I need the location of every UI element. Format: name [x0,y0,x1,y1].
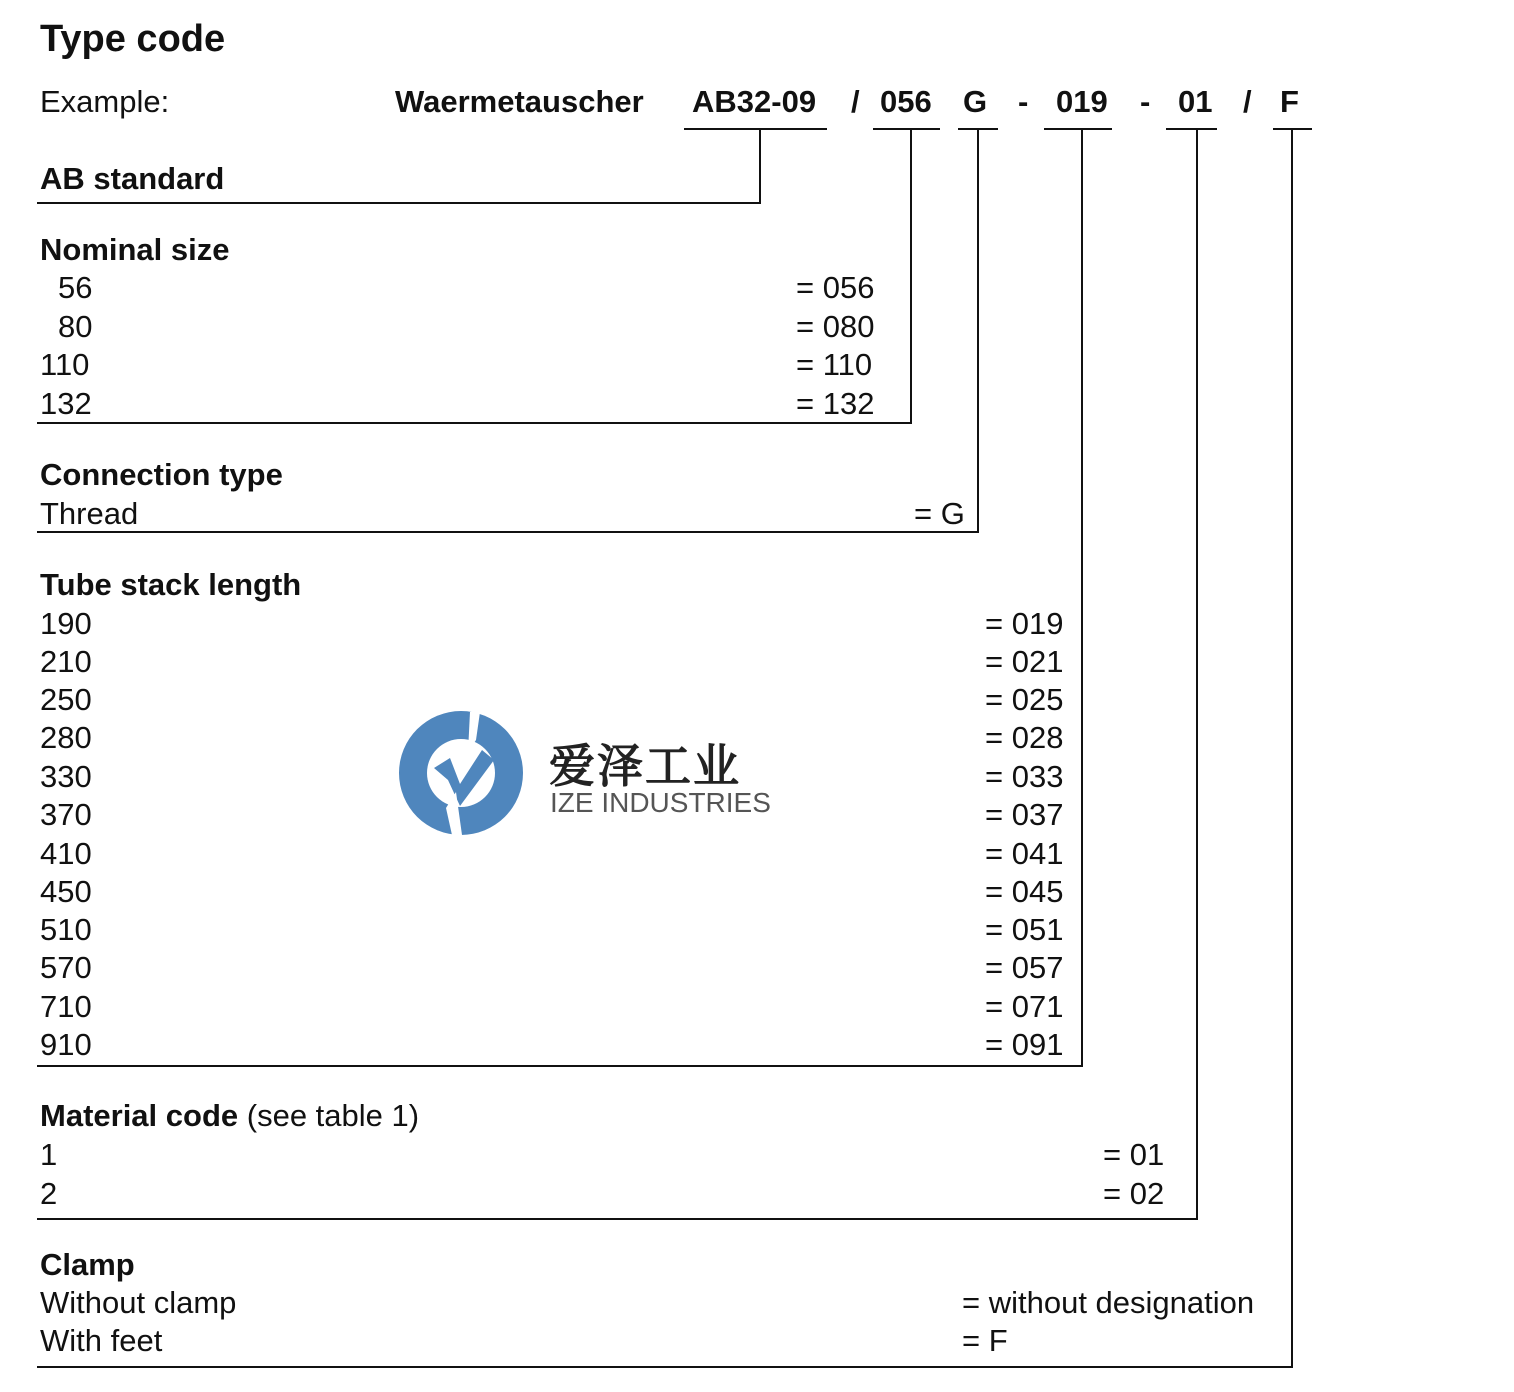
clamp-code: = F [962,1323,1008,1358]
tube-length-label: 450 [40,874,92,909]
tube-length-code: = 019 [985,606,1064,641]
clamp-label: Without clamp [40,1285,237,1320]
underline-material [1166,128,1217,130]
clamp-code: = without designation [962,1285,1255,1320]
tube-length-code: = 051 [985,912,1064,947]
material-heading-note: (see table 1) [246,1098,420,1133]
tube-length-label: 410 [40,836,92,871]
example-product: Waermetauscher [395,84,644,119]
connector-model [759,128,761,204]
tube-length-code: = 045 [985,874,1064,909]
material-code: = 02 [1103,1176,1165,1211]
tube-length-label: 910 [40,1027,92,1062]
segment-sep-2: - [1018,84,1029,119]
tube-length-label: 190 [40,606,92,641]
tube-length-code: = 021 [985,644,1064,679]
segment-connection: G [963,84,988,119]
tube-length-label: 710 [40,989,92,1024]
section-heading-connection-type: Connection type [40,457,283,492]
connector-connection [977,128,979,533]
tube-length-code: = 091 [985,1027,1064,1062]
material-heading-text: Material code [40,1098,239,1133]
section-heading-nominal-size: Nominal size [40,232,230,267]
underline-model [684,128,827,130]
underline-length [1044,128,1112,130]
nominal-code: = 080 [796,309,875,344]
connector-clamp [1291,128,1293,1368]
section-heading-ab-standard: AB standard [40,161,225,196]
tube-length-label: 510 [40,912,92,947]
section-rule-ab-standard [37,202,761,204]
section-heading-tube-stack-length: Tube stack length [40,567,302,602]
section-rule-tube-stack-length [37,1065,1083,1067]
tube-length-code: = 057 [985,950,1064,985]
example-label: Example: [40,84,170,119]
material-label: 1 [40,1137,58,1172]
section-rule-clamp [37,1366,1293,1368]
tube-length-code: = 028 [985,720,1064,755]
underline-nominal [873,128,940,130]
section-rule-material-code [37,1218,1198,1220]
nominal-code: = 056 [796,270,875,305]
tube-length-label: 210 [40,644,92,679]
segment-sep-4: / [1243,84,1252,119]
ize-logo-icon [398,710,524,836]
nominal-code: = 110 [796,347,873,382]
material-label: 2 [40,1176,58,1211]
connector-nominal [910,128,912,424]
segment-sep-1: / [851,84,860,119]
watermark-name-cn: 爱泽工业 [549,740,741,792]
page-title: Type code [40,18,226,60]
nominal-label: 132 [40,386,92,421]
tube-length-code: = 041 [985,836,1064,871]
tube-length-label: 570 [40,950,92,985]
section-rule-connection-type [37,531,979,533]
segment-nominal: 056 [880,84,932,119]
segment-clamp: F [1280,84,1299,119]
tube-length-label: 280 [40,720,92,755]
segment-sep-3: - [1140,84,1151,119]
tube-length-label: 370 [40,797,92,832]
section-heading-clamp: Clamp [40,1247,135,1282]
segment-material: 01 [1178,84,1213,119]
section-rule-nominal-size [37,422,912,424]
tube-length-code: = 033 [985,759,1064,794]
tube-length-label: 330 [40,759,92,794]
nominal-label: 80 [58,309,93,344]
tube-length-code: = 037 [985,797,1064,832]
segment-length: 019 [1056,84,1108,119]
nominal-label: 56 [58,270,93,305]
material-code: = 01 [1103,1137,1165,1172]
tube-length-code: = 025 [985,682,1064,717]
tube-length-label: 250 [40,682,92,717]
watermark-name-en: IZE INDUSTRIES [550,787,771,818]
connector-material [1196,128,1198,1220]
connection-label: Thread [40,496,139,531]
connection-code: = G [914,496,965,531]
tube-length-code: = 071 [985,989,1064,1024]
clamp-label: With feet [40,1323,163,1358]
connector-length [1081,128,1083,1067]
nominal-code: = 132 [796,386,875,421]
nominal-label: 110 [40,347,90,382]
section-heading-material-code [40,1098,419,1134]
segment-model: AB32-09 [692,84,817,119]
